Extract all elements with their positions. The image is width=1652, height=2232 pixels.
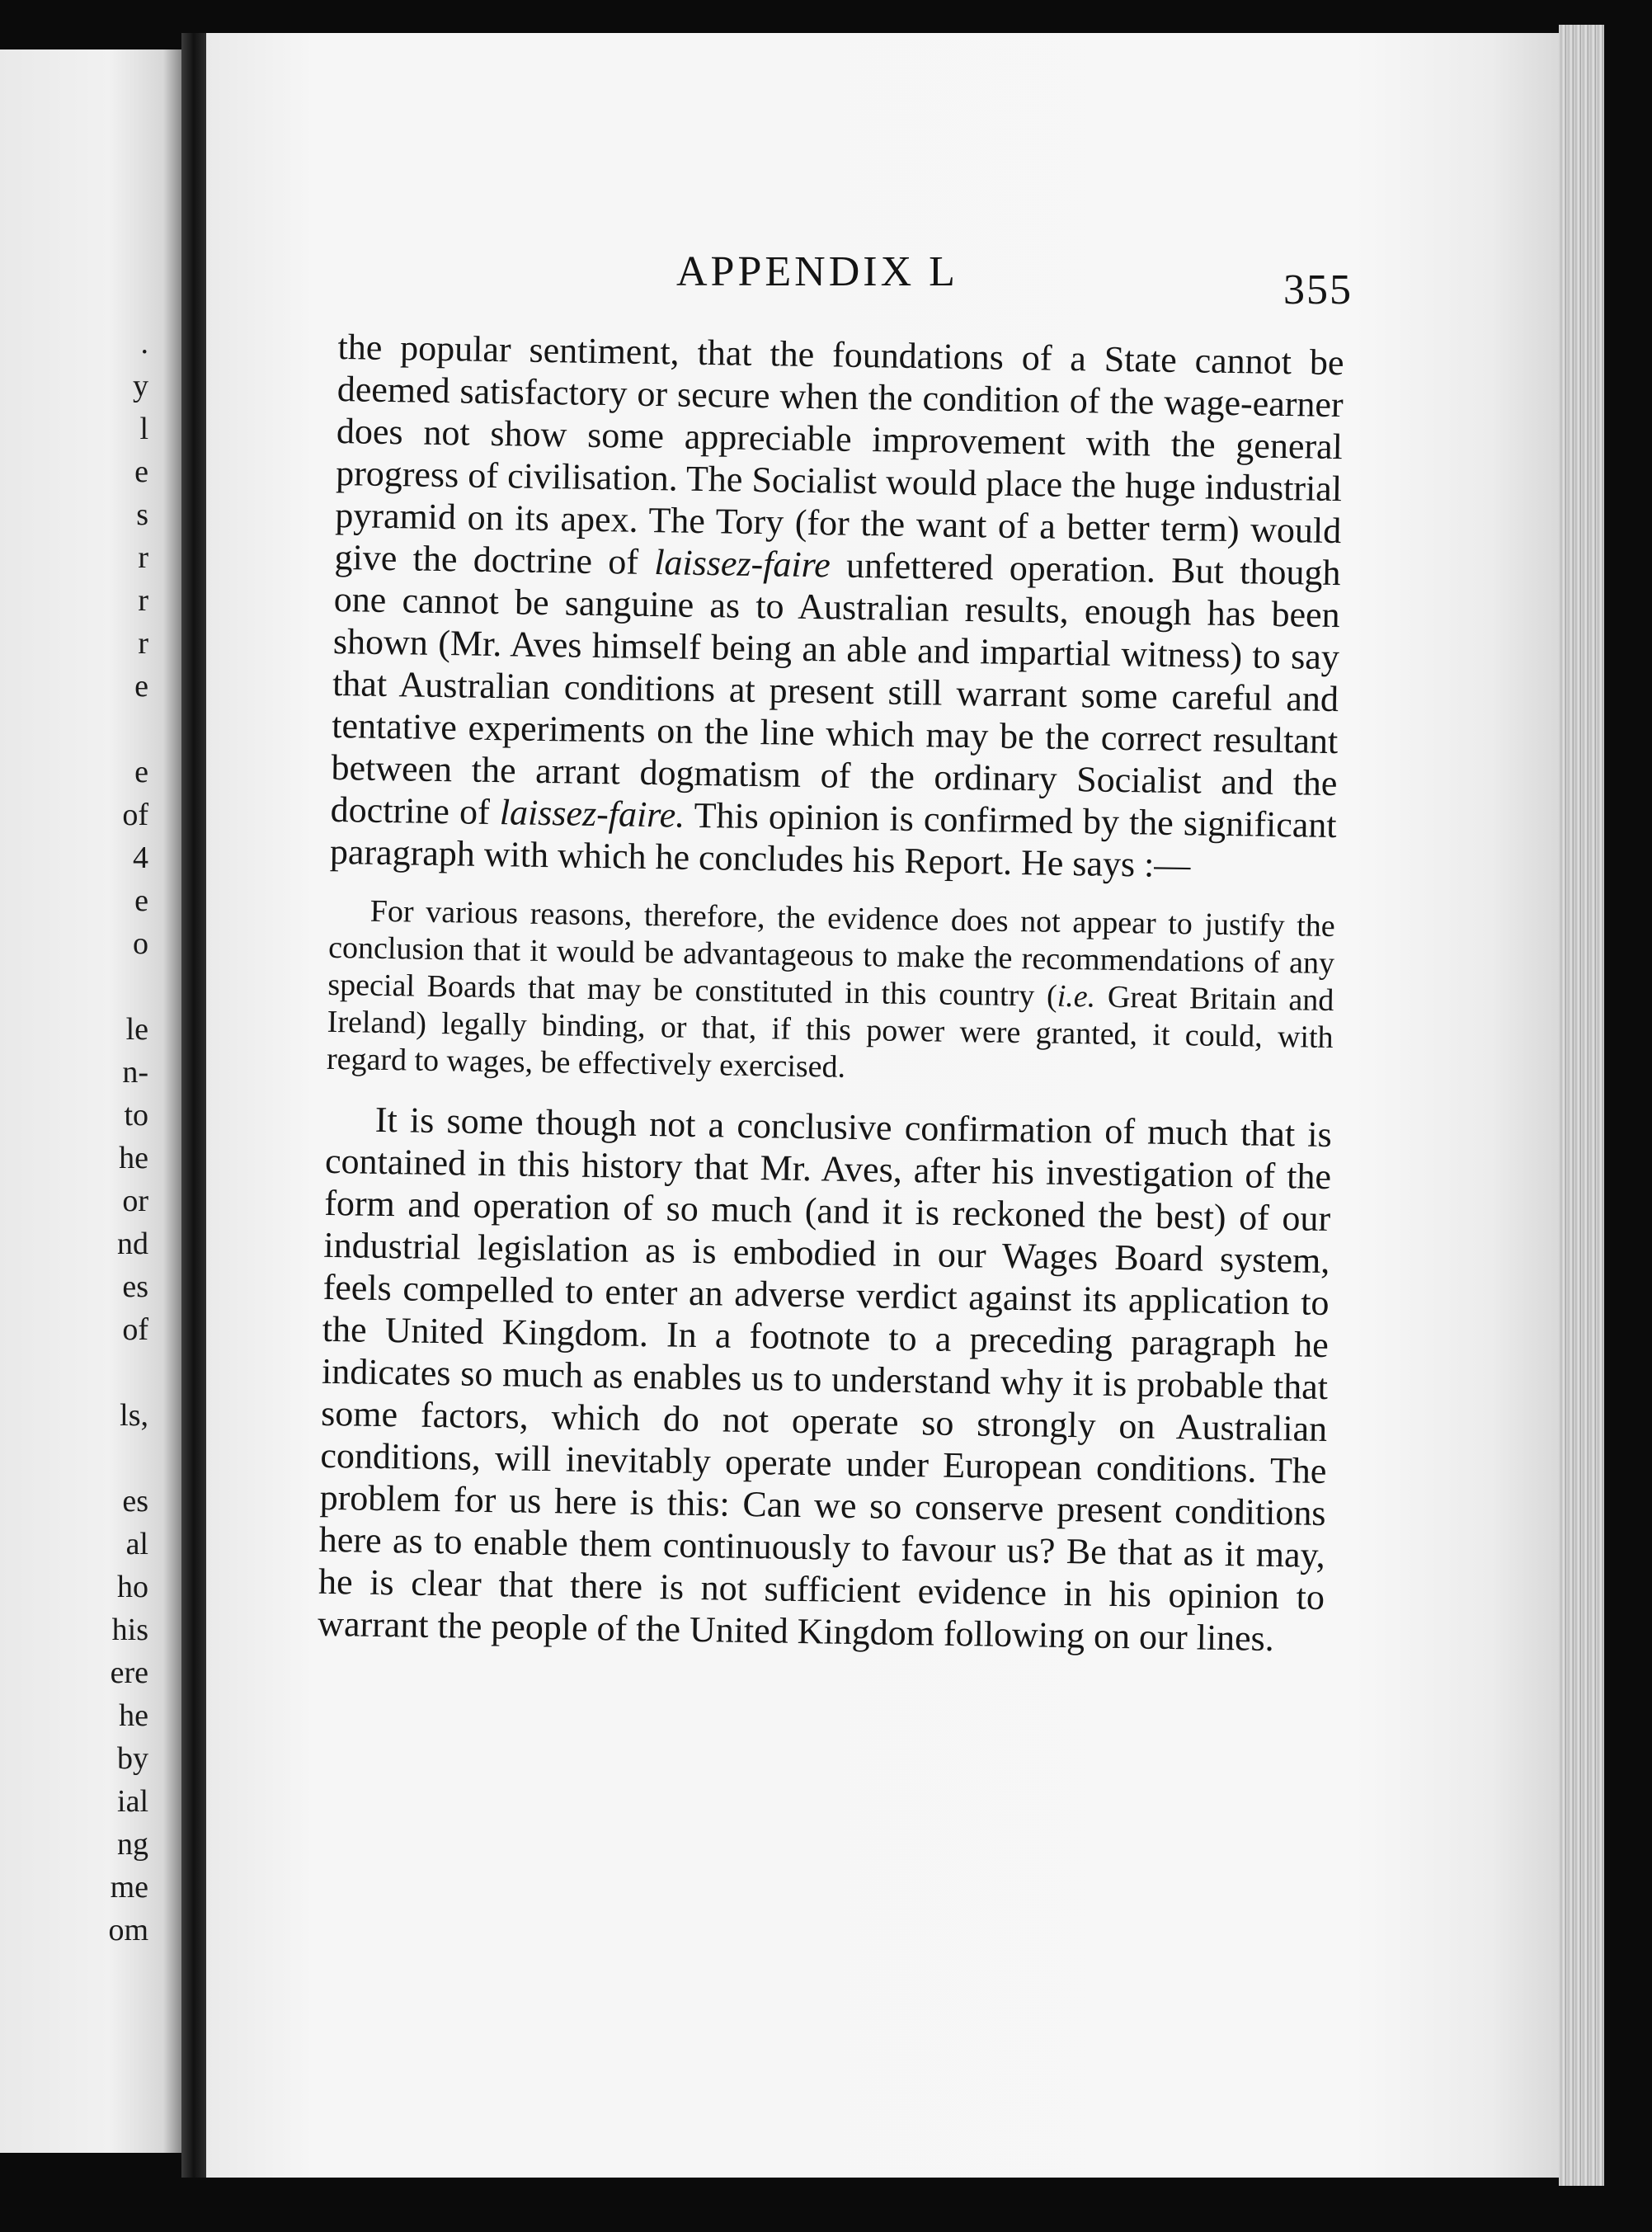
left-page-fragment: he bbox=[119, 1698, 148, 1733]
book-gutter bbox=[181, 33, 206, 2178]
left-page-fragment: by bbox=[117, 1741, 148, 1776]
left-page-fragment: or bbox=[122, 1184, 148, 1218]
left-page-fragment: of bbox=[122, 798, 148, 832]
paragraph-1-text-c: This opinion is confirmed by the significant paragraph with which he concludes his Report. He says :— bbox=[329, 794, 1338, 886]
left-page-fragment: es bbox=[122, 1484, 148, 1519]
block-quote bbox=[327, 892, 1335, 1094]
left-page-fragment: ho bbox=[117, 1570, 148, 1604]
body-text bbox=[318, 326, 1344, 1660]
left-page-fragment: he bbox=[119, 1141, 148, 1175]
left-page-fragment: ng bbox=[117, 1827, 148, 1862]
paragraph-1 bbox=[330, 326, 1344, 888]
running-title: APPENDIX L bbox=[676, 248, 958, 295]
left-page-fragment bbox=[49, 965, 148, 1008]
left-page-fragment: ere bbox=[110, 1655, 148, 1690]
left-page-fragment: o bbox=[133, 926, 148, 961]
left-page-fragment: al bbox=[125, 1527, 148, 1561]
left-page-fragment: ls, bbox=[120, 1398, 148, 1433]
left-page-fragment: r bbox=[138, 626, 148, 661]
left-page-fragment: l bbox=[139, 412, 148, 446]
italic-term: laissez-faire. bbox=[499, 792, 685, 836]
left-page-fragment: r bbox=[138, 540, 148, 575]
left-page-fragment bbox=[49, 1351, 148, 1394]
left-page-fragment: of bbox=[122, 1312, 148, 1347]
left-page-fragment: ial bbox=[117, 1784, 148, 1819]
left-page-fragment: n- bbox=[122, 1055, 148, 1090]
quote-text-a: For various reasons, therefore, the evidence does not appear to justify the conclusion that it would be advantageous to make the recommendations of any special Boards that may be constituted in this country ( bbox=[327, 893, 1336, 1014]
left-page-fragment: to bbox=[124, 1098, 148, 1132]
left-page-fragment bbox=[49, 1437, 148, 1480]
paragraph-2: It is some though not a conclusive confirmation of much that is contained in this history that Mr. Aves, after his investigation of the form and operation of so much (and it is reckoned the best) of our industrial legislation as is embodied in our Wages Board system, feels compelled to enter an adverse verdict against its application to the United Kingdom. In a footnote to a preceding paragraph he indicates so much as enables us to understand why it is probable that some factors, which do not operate so strongly on Australian conditions, will inevitably operate under European conditions. The problem for us here is this: Can we so conserve present conditions here as to enable them continuously to favour us? Be that as it may, he is clear that there is not sufficient evidence in his opinion to warrant the people of the United Kingdom following on our lines. bbox=[317, 1099, 1333, 1660]
paragraph-1-text-a: the popular sentiment, that the foundations of a State cannot be deemed satisfactory or secure when the condition of the wage-earner does not show some appreciable improvement with the general progress of civilisation. The Socialist would place the huge industrial pyramid on its apex. The Tory (for the want of a better term) would give the doctrine of bbox=[334, 326, 1344, 583]
left-page-fragment: me bbox=[110, 1870, 148, 1905]
left-page-fragment: y bbox=[133, 369, 148, 403]
left-page-fragment: . bbox=[140, 326, 148, 360]
page-edge bbox=[1559, 25, 1604, 2186]
italic-abbrev: i.e. bbox=[1057, 978, 1096, 1015]
page-number: 355 bbox=[1283, 266, 1353, 313]
left-page-fragment: nd bbox=[117, 1227, 148, 1261]
left-page-fragment: s bbox=[136, 497, 148, 532]
left-page-fragment: e bbox=[134, 755, 148, 789]
italic-term: laissez-faire bbox=[653, 542, 831, 586]
paragraph-1-text-b: unfettered operation. But though one cannot be sanguine as to Australian results, enough has been shown (Mr. Aves himself being an able and impartial witness) to say that Australian conditions at present still warrant some careful and tentative experiments on the line which may be the correct resultant between the arrant dogmatism of the ordinary Socialist and the doctrine of bbox=[330, 544, 1341, 833]
left-page-fragment: e bbox=[134, 883, 148, 918]
left-page-fragment: es bbox=[122, 1269, 148, 1304]
left-page-fragment: le bbox=[125, 1012, 148, 1047]
left-page-fragment: r bbox=[138, 583, 148, 618]
left-page-fragment: e bbox=[134, 669, 148, 704]
left-page-fragment: e bbox=[134, 454, 148, 489]
left-page-fragment: 4 bbox=[133, 841, 148, 875]
quote-text-b: Great Britain and Ireland) legally binding, or that, if this power were granted, it could, with regard to wages, be effectively exercised. bbox=[326, 979, 1334, 1085]
left-page-fragment: his bbox=[111, 1613, 148, 1647]
left-page-fragment: om bbox=[108, 1913, 148, 1947]
left-page-fragment bbox=[49, 708, 148, 751]
left-page-fragments bbox=[49, 322, 148, 1952]
running-head bbox=[305, 247, 1353, 313]
left-page-edge bbox=[0, 49, 181, 2153]
